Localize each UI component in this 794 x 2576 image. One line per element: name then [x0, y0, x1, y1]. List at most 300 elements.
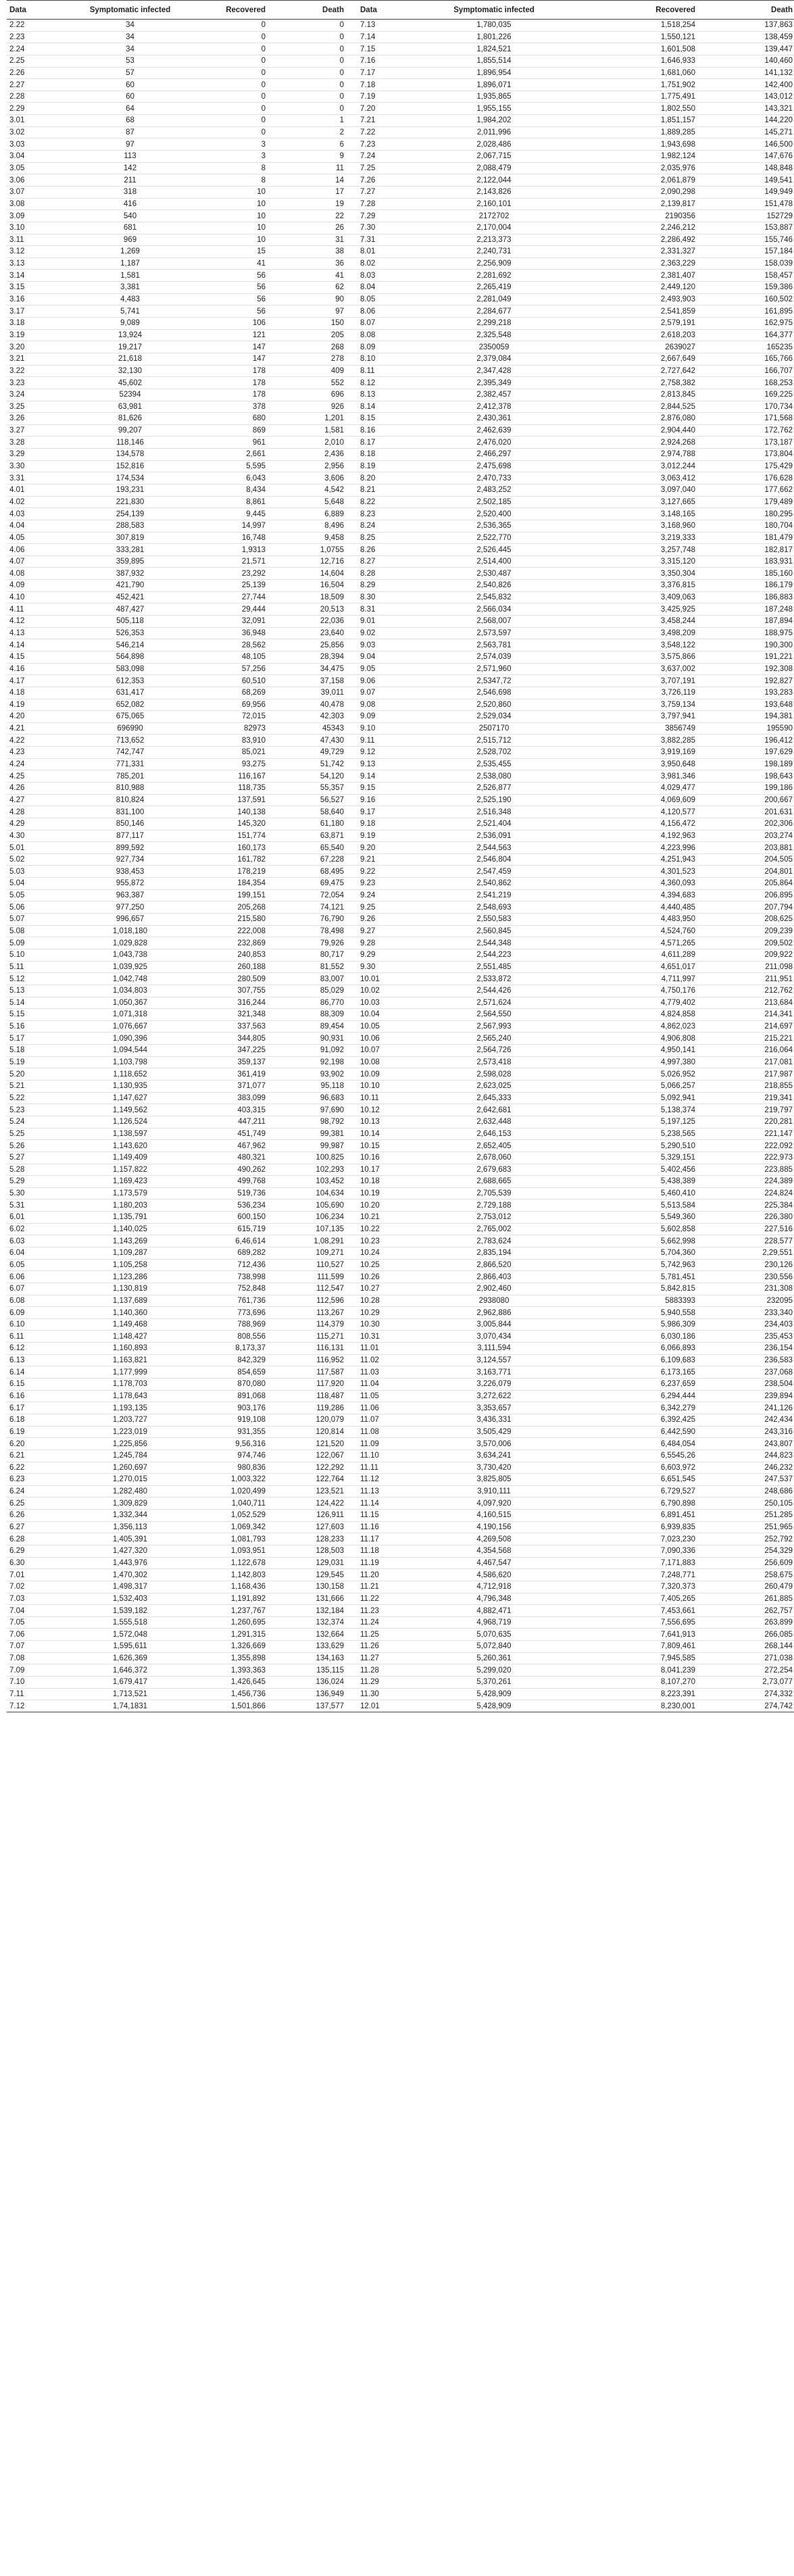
cell-recovered-2: 6,237,659	[660, 1380, 695, 1389]
cell-symptomatic-infected: 1,109,287	[112, 1249, 148, 1258]
cell-recovered: 68,269	[241, 689, 266, 697]
cell-death: 79,926	[320, 939, 344, 947]
cell-recovered-2: 4,611,289	[661, 951, 695, 960]
cell-recovered: 0	[261, 68, 266, 77]
cell-date-2: 9.25	[360, 903, 376, 912]
cell-symptomatic-infected-2: 2,475,698	[476, 462, 512, 471]
cell-symptomatic-infected: 5,741	[120, 307, 140, 316]
cell-date-2: 9.16	[360, 795, 376, 804]
cell-date: 5.30	[9, 1189, 25, 1198]
cell-symptomatic-infected-2: 2,571,624	[476, 998, 512, 1007]
cell-recovered: 383,099	[237, 1093, 266, 1102]
table-row	[7, 580, 794, 592]
cell-death-2: 256,609	[764, 1558, 793, 1567]
cell-death: 0	[339, 21, 344, 30]
cell-recovered-2: 2,331,327	[660, 247, 695, 256]
cell-symptomatic-infected-2: 5,428,909	[476, 1702, 512, 1710]
cell-date-2: 11.07	[360, 1416, 379, 1425]
cell-death-2: 181,479	[764, 533, 793, 542]
cell-recovered-2: 1,550,121	[660, 32, 695, 41]
cell-recovered-2: 6,294,444	[660, 1391, 695, 1400]
cell-recovered-2: 4,192,963	[660, 831, 695, 840]
cell-date: 5.01	[9, 843, 25, 852]
cell-recovered: 178,219	[237, 867, 266, 876]
table-row	[7, 747, 794, 759]
cell-death-2: 231,308	[764, 1285, 793, 1293]
table-row	[7, 43, 794, 55]
cell-symptomatic-infected-2: 2,462,639	[476, 426, 512, 435]
cell-date: 4.06	[9, 545, 25, 554]
cell-symptomatic-infected: 1,018,180	[112, 927, 148, 935]
cell-recovered: 761,736	[237, 1296, 266, 1305]
cell-recovered: 359,137	[237, 1058, 266, 1067]
cell-recovered: 93,275	[241, 760, 266, 769]
cell-recovered: 178	[252, 366, 266, 375]
cell-recovered: 8	[261, 164, 266, 172]
cell-recovered: 0	[261, 128, 266, 137]
cell-symptomatic-infected-2: 2,528,702	[476, 748, 512, 757]
cell-symptomatic-infected-2: 1,955,155	[476, 104, 512, 113]
cell-death: 26	[335, 224, 344, 232]
cell-recovered: 808,556	[237, 1332, 266, 1341]
cell-symptomatic-infected-2: 2,476,020	[476, 438, 512, 447]
cell-recovered-2: 2,286,492	[660, 235, 695, 244]
cell-recovered-2: 4,360,093	[660, 879, 695, 888]
cell-recovered: 1,9313	[241, 545, 266, 554]
cell-date: 3.05	[9, 164, 25, 172]
cell-date: 5.18	[9, 1046, 25, 1055]
cell-date: 5.05	[9, 891, 25, 900]
cell-date: 6.07	[9, 1285, 25, 1293]
cell-recovered: 29,444	[241, 605, 266, 614]
cell-symptomatic-infected-2: 2,688,665	[476, 1177, 512, 1186]
cell-death: 31	[335, 235, 344, 244]
cell-death-2: 274,332	[764, 1690, 793, 1698]
cell-symptomatic-infected: 1,043,738	[112, 951, 148, 960]
cell-date: 7.01	[9, 1570, 25, 1579]
table-row	[7, 1366, 794, 1379]
cell-symptomatic-infected: 1,270,015	[112, 1475, 148, 1484]
cell-death: 114,379	[316, 1320, 344, 1329]
cell-death: 37,158	[320, 676, 344, 685]
cell-symptomatic-infected-2: 2,466,297	[476, 450, 512, 459]
table-row	[7, 699, 794, 711]
cell-recovered: 151,774	[237, 831, 266, 840]
cell-symptomatic-infected: 19,217	[118, 343, 143, 351]
cell-symptomatic-infected: 57	[126, 68, 134, 77]
cell-recovered: 2,661	[246, 450, 266, 459]
cell-death: 136,024	[316, 1678, 344, 1687]
cell-date-2: 8.11	[360, 366, 375, 375]
cell-death-2: 140,460	[764, 57, 793, 66]
cell-recovered: 56	[257, 307, 266, 316]
table-row	[7, 794, 794, 806]
cell-symptomatic-infected-2: 2,526,877	[476, 784, 512, 793]
cell-symptomatic-infected-2: 2,548,693	[476, 903, 512, 912]
header-death: Death	[274, 1, 352, 20]
table-row	[7, 282, 794, 294]
cell-recovered-2: 5,066,257	[660, 1082, 695, 1091]
cell-symptomatic-infected: 1,539,182	[112, 1606, 148, 1615]
cell-death-2: 203,274	[764, 831, 793, 840]
cell-date: 5.11	[9, 962, 24, 971]
cell-recovered-2: 4,223,996	[660, 843, 695, 852]
cell-symptomatic-infected-2: 2,525,190	[476, 795, 512, 804]
cell-symptomatic-infected-2: 2,502,185	[476, 497, 512, 506]
cell-death: 99,381	[320, 1129, 344, 1138]
cell-recovered: 3	[261, 152, 266, 161]
table-row	[7, 1354, 794, 1366]
cell-date: 3.28	[9, 438, 25, 447]
cell-recovered-2: 4,394,683	[660, 891, 695, 900]
cell-date-2: 11.24	[360, 1618, 379, 1627]
cell-symptomatic-infected: 118,146	[116, 438, 144, 447]
table-row	[7, 544, 794, 556]
cell-date: 5.28	[9, 1165, 25, 1174]
cell-recovered-2: 4,862,023	[660, 1022, 695, 1031]
cell-symptomatic-infected: 969	[123, 235, 137, 244]
cell-death: 98,792	[320, 1118, 344, 1126]
cell-date-2: 8.23	[360, 510, 376, 518]
cell-recovered: 10	[257, 199, 266, 208]
cell-date: 7.04	[9, 1606, 25, 1615]
cell-recovered-2: 3,168,960	[660, 522, 695, 530]
cell-recovered: 919,108	[237, 1416, 266, 1425]
cell-death-2: 219,341	[764, 1093, 793, 1102]
table-row	[7, 1092, 794, 1104]
cell-symptomatic-infected-2: 3,005,844	[476, 1320, 512, 1329]
cell-death-2: 194,381	[764, 712, 793, 721]
cell-recovered-2: 2,246,212	[660, 224, 695, 232]
cell-death-2: 202,306	[764, 820, 793, 828]
cell-recovered-2: 4,906,808	[660, 1034, 695, 1043]
table-row	[7, 949, 794, 961]
table-row	[7, 830, 794, 842]
cell-death: 128,233	[316, 1535, 344, 1543]
cell-symptomatic-infected-2: 5,370,261	[476, 1678, 512, 1687]
cell-recovered-2: 4,950,141	[660, 1046, 695, 1055]
cell-death-2: 233,340	[764, 1308, 793, 1317]
cell-symptomatic-infected-2: 3,570,006	[476, 1439, 512, 1448]
cell-recovered-2: 3,127,665	[660, 497, 695, 506]
cell-death: 58,640	[320, 808, 344, 816]
cell-symptomatic-infected: 505,118	[116, 617, 144, 626]
cell-symptomatic-infected: 850,146	[116, 820, 145, 828]
cell-date: 4.28	[9, 808, 25, 816]
cell-symptomatic-infected: 1,163,821	[112, 1356, 148, 1365]
cell-date-2: 7.22	[360, 128, 376, 137]
cell-recovered: 27,744	[241, 593, 266, 602]
cell-recovered: 752,848	[237, 1285, 266, 1293]
cell-death: 93,902	[320, 1070, 344, 1079]
cell-recovered-2: 2,667,649	[660, 355, 695, 364]
cell-death-2: 261,885	[764, 1594, 793, 1603]
cell-symptomatic-infected: 1,245,784	[112, 1452, 148, 1460]
cell-death: 12,716	[320, 558, 344, 566]
cell-date: 4.26	[9, 784, 25, 793]
cell-symptomatic-infected-2: 4,968,719	[476, 1618, 512, 1627]
cell-date: 5.29	[9, 1177, 25, 1186]
cell-date: 3.04	[9, 152, 25, 161]
cell-recovered: 1,237,767	[230, 1606, 266, 1615]
cell-date-2: 9.08	[360, 700, 376, 709]
cell-date: 5.03	[9, 867, 25, 876]
cell-death-2: 162,975	[764, 319, 793, 328]
cell-date-2: 10.13	[360, 1118, 380, 1126]
cell-date: 3.23	[9, 378, 25, 387]
table-row	[7, 1033, 794, 1045]
cell-recovered-2: 5,662,998	[660, 1237, 695, 1245]
cell-symptomatic-infected: 174,534	[116, 474, 145, 482]
cell-recovered: 980,836	[237, 1463, 266, 1472]
table-row	[7, 711, 794, 723]
cell-recovered-2: 2,618,203	[660, 330, 695, 339]
cell-symptomatic-infected: 1,332,344	[112, 1511, 148, 1520]
table-row	[7, 318, 794, 330]
cell-death-2: 225,384	[764, 1201, 793, 1210]
cell-date-2: 7.25	[360, 164, 376, 172]
cell-date-2: 11.10	[360, 1452, 379, 1460]
cell-symptomatic-infected: 1,148,427	[112, 1332, 148, 1341]
cell-death: 106,234	[316, 1213, 344, 1222]
cell-death-2: 186,179	[764, 581, 793, 590]
cell-death-2: 227,516	[764, 1225, 793, 1234]
cell-date-2: 9.15	[360, 784, 376, 793]
cell-symptomatic-infected-2: 2,395,349	[476, 378, 512, 387]
cell-symptomatic-infected-2: 2,515,712	[476, 736, 512, 745]
cell-date-2: 8.02	[360, 259, 376, 268]
cell-death-2: 165235	[766, 343, 793, 351]
cell-death-2: 220,281	[764, 1118, 793, 1126]
cell-date: 5.12	[9, 974, 25, 983]
cell-recovered: 25,139	[241, 581, 266, 590]
cell-death-2: 197,629	[764, 748, 793, 757]
table-row	[7, 341, 794, 353]
cell-date: 5.21	[9, 1082, 25, 1091]
cell-death-2: 217,987	[764, 1070, 793, 1079]
cell-symptomatic-infected-2: 2,170,004	[476, 224, 512, 232]
cell-symptomatic-infected-2: 1,935,865	[476, 93, 512, 101]
cell-death-2: 137,863	[764, 21, 793, 30]
cell-death-2: 224,389	[764, 1177, 793, 1186]
cell-date-2: 9.17	[360, 808, 376, 816]
table-row	[7, 151, 794, 163]
table-row	[7, 1283, 794, 1295]
cell-recovered: 280,509	[237, 974, 266, 983]
cell-symptomatic-infected-2: 2,652,405	[476, 1141, 512, 1150]
cell-death-2: 238,504	[764, 1380, 793, 1389]
cell-date-2: 8.29	[360, 581, 376, 590]
cell-death-2: 186,883	[764, 593, 793, 602]
header-death-2: Death	[702, 1, 794, 20]
cell-death-2: 274,742	[764, 1702, 793, 1710]
cell-date-2: 11.05	[360, 1391, 379, 1400]
cell-recovered-2: 1,775,491	[660, 93, 695, 101]
cell-date: 5.04	[9, 879, 25, 888]
cell-death: 112,596	[316, 1296, 344, 1305]
table-row	[7, 532, 794, 544]
cell-date: 4.27	[9, 795, 25, 804]
cell-symptomatic-infected: 1,225,856	[112, 1439, 148, 1448]
cell-symptomatic-infected-2: 3,070,434	[476, 1332, 512, 1341]
cell-symptomatic-infected: 1,679,417	[112, 1678, 148, 1687]
table-row	[7, 1605, 794, 1617]
table-row	[7, 389, 794, 401]
cell-symptomatic-infected-2: 4,190,156	[476, 1523, 512, 1532]
cell-death-2: 211,951	[765, 974, 793, 983]
cell-death: 90	[335, 295, 344, 304]
cell-death-2: 148,848	[764, 164, 793, 172]
cell-date: 6.10	[9, 1320, 25, 1329]
table-row	[7, 1629, 794, 1641]
cell-recovered-2: 7,453,661	[660, 1606, 695, 1615]
cell-symptomatic-infected-2: 2,470,733	[476, 474, 512, 482]
cell-symptomatic-infected-2: 2,646,153	[476, 1129, 512, 1138]
cell-date: 6.29	[9, 1547, 25, 1556]
cell-death-2: 147,676	[764, 152, 793, 161]
cell-symptomatic-infected: 785,201	[116, 772, 145, 781]
cell-recovered-2: 3,575,866	[660, 653, 695, 662]
cell-death-2: 145,271	[764, 128, 793, 137]
cell-date: 5.02	[9, 856, 25, 864]
cell-symptomatic-infected: 1,138,597	[112, 1129, 148, 1138]
cell-date: 4.22	[9, 736, 25, 745]
cell-death-2: 177,662	[764, 486, 793, 495]
cell-recovered-2: 4,069,609	[660, 795, 695, 804]
cell-death-2: 221,147	[764, 1129, 793, 1138]
cell-symptomatic-infected-2: 5,072,840	[476, 1642, 512, 1651]
cell-symptomatic-infected-2: 2,573,597	[476, 628, 512, 637]
table-row	[7, 1318, 794, 1331]
cell-date-2: 7.26	[360, 176, 376, 184]
cell-date-2: 10.24	[360, 1249, 380, 1258]
cell-symptomatic-infected-2: 2,281,049	[476, 295, 512, 304]
cell-date-2: 11.30	[360, 1690, 379, 1698]
cell-recovered-2: 1,646,933	[660, 57, 695, 66]
cell-symptomatic-infected: 681	[123, 224, 137, 232]
cell-date: 7.12	[9, 1702, 25, 1710]
table-row	[7, 31, 794, 43]
cell-death: 36	[335, 259, 344, 268]
table-row	[7, 901, 794, 914]
cell-symptomatic-infected: 63,981	[118, 402, 143, 411]
cell-death: 17	[335, 188, 344, 197]
table-row	[7, 1677, 794, 1689]
cell-death: 56,527	[320, 795, 344, 804]
cell-symptomatic-infected: 546,214	[116, 641, 145, 649]
cell-recovered-2: 6,109,683	[660, 1356, 695, 1365]
cell-date: 4.16	[9, 664, 25, 673]
cell-symptomatic-infected-2: 2,551,485	[476, 962, 512, 971]
cell-date: 6.17	[9, 1404, 25, 1412]
cell-death-2: 232095	[766, 1296, 793, 1305]
cell-death-2: 141,132	[764, 68, 793, 77]
cell-symptomatic-infected: 583,098	[116, 664, 145, 673]
cell-recovered: 490,262	[237, 1165, 266, 1174]
cell-recovered-2: 2,381,407	[660, 271, 695, 280]
cell-date: 4.01	[9, 486, 25, 495]
cell-death: 137,577	[316, 1702, 344, 1710]
table-row	[7, 1295, 794, 1307]
cell-death-2: 248,686	[764, 1487, 793, 1496]
cell-death-2: 204,505	[764, 856, 793, 864]
cell-recovered-2: 3,097,040	[660, 486, 695, 495]
cell-symptomatic-infected: 1,126,524	[112, 1118, 148, 1126]
cell-recovered-2: 4,571,265	[660, 939, 695, 947]
cell-recovered-2: 6,442,590	[660, 1427, 695, 1436]
cell-symptomatic-infected-2: 2,379,084	[476, 355, 512, 364]
cell-recovered: 56	[257, 271, 266, 280]
cell-death-2: 258,675	[764, 1570, 793, 1579]
cell-recovered: 536,234	[237, 1201, 266, 1210]
cell-recovered: 6,46,614	[235, 1237, 266, 1245]
cell-death: 136,949	[316, 1690, 344, 1698]
cell-date-2: 11.19	[360, 1558, 379, 1567]
table-row	[7, 115, 794, 127]
table-row	[7, 616, 794, 628]
cell-symptomatic-infected-2: 5,299,020	[476, 1666, 512, 1675]
cell-symptomatic-infected: 1,193,135	[112, 1404, 148, 1412]
table-row	[7, 472, 794, 485]
cell-date: 3.03	[9, 140, 25, 149]
cell-recovered: 869	[252, 426, 266, 435]
cell-symptomatic-infected: 211	[124, 176, 137, 184]
cell-death-2: 208,625	[764, 915, 793, 924]
cell-death-2: 222,973	[764, 1154, 793, 1162]
cell-death-2: 207,794	[764, 903, 793, 912]
table-row	[7, 937, 794, 949]
cell-date: 4.18	[9, 689, 25, 697]
cell-recovered: 15	[257, 247, 266, 256]
table-row	[7, 1151, 794, 1164]
cell-symptomatic-infected-2: 2,962,886	[476, 1308, 512, 1317]
cell-recovered: 28,562	[241, 641, 266, 649]
cell-symptomatic-infected: 1,042,748	[112, 974, 148, 983]
cell-symptomatic-infected-2: 2,866,520	[476, 1260, 512, 1269]
cell-death-2: 263,899	[764, 1618, 793, 1627]
cell-symptomatic-infected: 3,381	[120, 283, 140, 292]
cell-date-2: 10.01	[360, 974, 380, 983]
cell-date-2: 8.13	[360, 391, 376, 399]
table-row	[7, 234, 794, 246]
cell-death-2: 143,012	[764, 93, 793, 101]
cell-death-2: 209,239	[764, 927, 793, 935]
table-row	[7, 1593, 794, 1605]
cell-recovered: 447,211	[238, 1118, 266, 1126]
cell-date: 3.12	[9, 247, 25, 256]
cell-date: 6.23	[9, 1475, 25, 1484]
cell-date: 5.24	[9, 1118, 25, 1126]
cell-death: 49,729	[320, 748, 344, 757]
cell-symptomatic-infected: 996,657	[116, 915, 145, 924]
cell-recovered: 10	[257, 224, 266, 232]
cell-date-2: 7.15	[360, 45, 376, 53]
cell-recovered-2: 6,392,425	[660, 1416, 695, 1425]
cell-recovered: 56	[257, 283, 266, 292]
cell-symptomatic-infected-2: 3,272,622	[476, 1391, 512, 1400]
cell-symptomatic-infected: 1,076,667	[112, 1022, 148, 1031]
cell-death-2: 172,762	[764, 426, 793, 435]
cell-recovered: 451,749	[237, 1129, 266, 1138]
cell-symptomatic-infected-2: 2,729,188	[476, 1201, 512, 1210]
table-row	[7, 1438, 794, 1450]
cell-recovered: 161,782	[237, 856, 266, 864]
cell-recovered: 0	[261, 93, 266, 101]
cell-date: 4.04	[9, 522, 25, 530]
table-row	[7, 663, 794, 675]
cell-death: 104,634	[316, 1189, 344, 1198]
cell-date-2: 10.27	[360, 1285, 380, 1293]
